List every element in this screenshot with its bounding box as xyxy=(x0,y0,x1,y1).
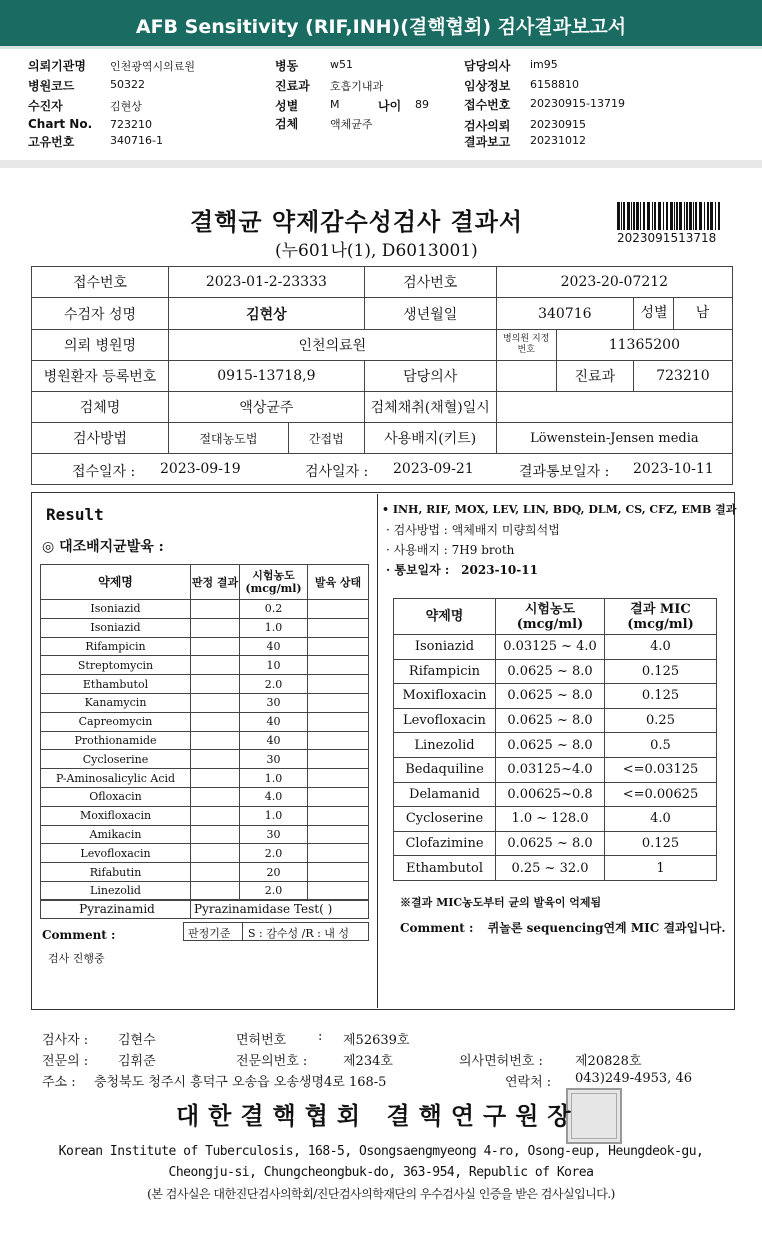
mic-comment-label: Comment : xyxy=(400,921,474,935)
table-row xyxy=(41,825,369,844)
table-row xyxy=(41,637,369,656)
mic-comment xyxy=(400,919,726,936)
drug-name: Isoniazid xyxy=(394,635,496,660)
mic-info xyxy=(382,500,736,580)
english-address-line1: Korean Institute of Tuberculosis, 168-5, Osongsaengmyeong 4-ro, Osong-eup, Heungdeok-gu, xyxy=(58,1144,704,1159)
drug-name: Cycloserine xyxy=(394,807,496,832)
info-value: 액체균주 xyxy=(330,118,373,131)
report-date: 2023-10-11 xyxy=(633,461,714,477)
drug-name: Moxifloxacin xyxy=(41,806,191,825)
drug-name: Delamanid xyxy=(394,782,496,807)
tester-label: 검사자 : xyxy=(42,1033,89,1048)
info-label: 의뢰기관명 xyxy=(28,59,86,73)
info-value: 50322 xyxy=(110,78,145,91)
patient-table xyxy=(31,266,733,485)
test-concentration: 1.0 xyxy=(240,806,308,825)
drug-name: Linezolid xyxy=(41,881,191,900)
cell-label: 검체명 xyxy=(32,392,169,423)
age-value: 89 xyxy=(415,98,429,111)
mic-media-line: · 사용배지 : 7H9 broth xyxy=(386,543,515,557)
organization-name: 대한결핵협회 결핵연구원장 xyxy=(176,1101,580,1130)
cell-label: 의뢰 병원명 xyxy=(32,330,169,361)
test-range: 0.0625 ~ 8.0 xyxy=(496,708,605,733)
col-header: 판정 결과 xyxy=(191,565,240,600)
cell-label: 사용배지(키트) xyxy=(364,423,496,454)
table-row xyxy=(41,675,369,694)
col-header: 시험농도 (mcg/ml) xyxy=(240,565,308,600)
mic-table xyxy=(393,598,717,881)
sex-cell xyxy=(633,298,732,330)
method-value: 절대농도법 xyxy=(169,423,289,454)
cell-label: 생년월일 xyxy=(364,298,496,330)
mic-result: 0.125 xyxy=(605,831,717,856)
separator xyxy=(0,160,762,168)
test-range: 0.03125 ~ 4.0 xyxy=(496,635,605,660)
growth-status xyxy=(308,769,369,788)
table-row xyxy=(41,656,369,675)
info-label: 고유번호 xyxy=(28,135,75,149)
pyrazinamid-label: Pyrazinamid xyxy=(41,900,191,919)
judgment xyxy=(191,806,240,825)
growth-status xyxy=(308,787,369,806)
judgment xyxy=(191,844,240,863)
mic-result: 0.25 xyxy=(605,708,717,733)
test-range: 0.00625~0.8 xyxy=(496,782,605,807)
mic-drugs-line: • INH, RIF, MOX, LEV, LIN, BDQ, DLM, CS, CFZ, EMB 결과 xyxy=(382,503,737,516)
document-title: 결핵균 약제감수성검사 결과서 xyxy=(190,207,524,236)
judgment xyxy=(191,618,240,637)
receive-date: 2023-09-19 xyxy=(160,461,241,477)
dates-row xyxy=(32,454,733,485)
method-value: 간접법 xyxy=(288,423,364,454)
info-value: 340716-1 xyxy=(110,134,163,147)
table-row xyxy=(41,750,369,769)
test-range: 0.0625 ~ 8.0 xyxy=(496,659,605,684)
test-concentration: 2.0 xyxy=(240,881,308,900)
doctor-license: 제20828호 xyxy=(575,1054,642,1069)
media-value: Löwenstein-Jensen media xyxy=(496,423,732,454)
growth-status xyxy=(308,731,369,750)
doctor-value xyxy=(496,361,556,392)
table-row xyxy=(41,844,369,863)
judgment xyxy=(191,675,240,694)
hospital-name: 인천의료원 xyxy=(169,330,497,361)
info-value: im95 xyxy=(530,58,558,71)
test-range: 0.0625 ~ 8.0 xyxy=(496,733,605,758)
notify-date-label: · 통보일자 : xyxy=(386,563,450,577)
result-heading: Result xyxy=(46,505,104,524)
cell-label: 수검자 성명 xyxy=(32,298,169,330)
table-row xyxy=(41,712,369,731)
table-row xyxy=(394,708,717,733)
table-row xyxy=(394,757,717,782)
mic-method-line: · 검사방법 : 액체배지 미량희석법 xyxy=(386,523,560,537)
test-range: 0.0625 ~ 8.0 xyxy=(496,831,605,856)
barcode-number: 2023091513718 xyxy=(617,231,717,245)
test-concentration: 30 xyxy=(240,825,308,844)
test-date-label: 검사일자 : xyxy=(305,464,369,480)
info-label: 성별 xyxy=(275,99,299,113)
cell-label: 진료과 xyxy=(556,361,633,392)
cell-label: 병원환자 등록번호 xyxy=(32,361,169,392)
specialist-name: 김휘준 xyxy=(118,1054,156,1069)
table-row xyxy=(41,863,369,882)
info-value: 호흡기내과 xyxy=(330,80,384,93)
test-concentration: 40 xyxy=(240,731,308,750)
cell-label: 검체채취(채혈)일시 xyxy=(364,392,496,423)
mic-comment-text: 퀴놀론 sequencing연계 MIC 결과입니다. xyxy=(487,921,726,935)
certification-note: (본 검사실은 대한진단검사의학회/진단검사의학재단의 우수검사실 인증을 받은 검사실입니다.) xyxy=(147,1187,615,1201)
hospital-code: 11365200 xyxy=(556,330,732,361)
judgment xyxy=(191,656,240,675)
drug-name: Streptomycin xyxy=(41,656,191,675)
info-label: 검체 xyxy=(275,117,299,131)
drug-name: Ofloxacin xyxy=(41,787,191,806)
col-header: 결과 MIC (mcg/ml) xyxy=(605,599,717,635)
col-header: 시험농도 (mcg/ml) xyxy=(496,599,605,635)
growth-status xyxy=(308,675,369,694)
drug-name: Kanamycin xyxy=(41,693,191,712)
table-row xyxy=(41,769,369,788)
info-label: 결과보고 xyxy=(464,135,511,149)
drug-name: Levofloxacin xyxy=(41,844,191,863)
info-value: M xyxy=(330,98,340,111)
judgment xyxy=(191,693,240,712)
specimen-name: 액상균주 xyxy=(169,392,365,423)
mic-result: <=0.00625 xyxy=(605,782,717,807)
comment-text: 검사 진행중 xyxy=(48,952,105,965)
growth-status xyxy=(308,825,369,844)
test-number: 2023-20-07212 xyxy=(496,267,732,298)
table-row xyxy=(394,733,717,758)
info-label: 검사의뢰 xyxy=(464,119,511,133)
mic-note: ※결과 MIC농도부터 균의 발육이 억제됨 xyxy=(400,896,602,909)
mic-result: 4.0 xyxy=(605,807,717,832)
test-range: 0.0625 ~ 8.0 xyxy=(496,684,605,709)
english-address-line2: Cheongju-si, Chungcheongbuk-do, 363-954, Republic of Korea xyxy=(168,1165,594,1180)
mic-result: 0.125 xyxy=(605,659,717,684)
info-label: 담당의사 xyxy=(464,59,511,73)
table-row xyxy=(41,693,369,712)
growth-status xyxy=(308,600,369,619)
col-header: 약제명 xyxy=(394,599,496,635)
test-concentration: 30 xyxy=(240,693,308,712)
drug-name: Linezolid xyxy=(394,733,496,758)
cell-label: 담당의사 xyxy=(364,361,496,392)
table-row xyxy=(394,782,717,807)
info-label: 접수번호 xyxy=(464,98,511,112)
test-concentration: 2.0 xyxy=(240,675,308,694)
growth-status xyxy=(308,637,369,656)
table-row xyxy=(394,635,717,660)
growth-status xyxy=(308,844,369,863)
contact-label: 연락처 : xyxy=(505,1075,552,1090)
info-value: 김현상 xyxy=(110,100,142,113)
pyrazinamidase-test: Pyrazinamidase Test( ) xyxy=(191,900,369,919)
test-concentration: 40 xyxy=(240,637,308,656)
mic-result: <=0.03125 xyxy=(605,757,717,782)
growth-status xyxy=(308,881,369,900)
table-row xyxy=(41,787,369,806)
drug-name: Levofloxacin xyxy=(394,708,496,733)
doctor-license-label: 의사면허번호 : xyxy=(459,1054,543,1069)
growth-status xyxy=(308,863,369,882)
patient-name: 김현상 xyxy=(169,298,365,330)
judgment xyxy=(191,712,240,731)
growth-status xyxy=(308,693,369,712)
cell-label: 병의원 지정번호 xyxy=(496,330,556,361)
info-value: 20231012 xyxy=(530,134,586,147)
tester-name: 김현수 xyxy=(118,1033,156,1048)
drug-name: Cycloserine xyxy=(41,750,191,769)
test-range: 0.03125~4.0 xyxy=(496,757,605,782)
criteria-box xyxy=(183,922,369,941)
growth-status xyxy=(308,712,369,731)
drug-name: Rifampicin xyxy=(394,659,496,684)
contact: 043)249-4953, 46 xyxy=(575,1071,692,1086)
table-row xyxy=(394,856,717,881)
test-concentration: 0.2 xyxy=(240,600,308,619)
mic-result: 1 xyxy=(605,856,717,881)
col-header: 발육 상태 xyxy=(308,565,369,600)
cell-label: 검사방법 xyxy=(32,423,169,454)
scanned-report: 결핵균 약제감수성검사 결과서 (누601나(1), D6013001) 2023091513718 접수번호 2023-01-2-23333 검사번호 2023-20-07212 수검자 성명 김현상 생년월일 340716 성별 남 의뢰 병원명 인천의료원 병의원 지정번호 11365200 병원환자 등록번호 0915-13718,9 담당의사 진료과 723210 검체명 액상균주 검체채취(채혈)일시 검사방법 절대농도법 간접법 사용배지(키트) Löwenstein-Jensen media 접수일자 : 2023-09-19 검사일자 : 2023-09-21 결과통보일자 : 2023-10-11 Result ◎ 대조배지균발육 : 약제명 판정 결과 시험농도 (mcg/ml) 발육 상태 Isoniazid 0.2 Isoniazid 1.0 Rifampicin 40 Streptomycin 10 Ethambutol 2.0 Kanamycin 30 Capreomycin 40 Prothionamide 40 Cycloserine 30 P-Aminosalicylic Acid 1.0 Ofloxacin 4.0 Moxifloxacin 1.0 Amikacin 30 Levofloxacin 2.0 Rifabutin 20 Linezolid 2.0 Pyrazinamid Pyrazinamidase Test( ) 판정기준 S : 감수성 /R : 내 성 Comment : 검사 진행중 • INH, RIF, MOX, LEV, LIN, BDQ, DLM, CS, CFZ, EMB 결과 · 검사방법 : 액체배지 미량희석법 · 사용배지 : 7H9 broth · 통보일자 : 2023-10-11 약제명 시험농도 (mcg/ml) 결과 MIC (mcg/ml) Isoniazid 0.03125 ~ 4.0 4.0 Rifampicin 0.0625 ~ 8.0 0.125 Moxifloxacin 0.0625 ~ 8.0 0.125 Levofloxacin 0.0625 ~ 8.0 0.25 Linezolid 0.0625 ~ 8.0 0.5 Bedaquiline 0.03125~4.0 <=0.03125 Delamanid 0.00625~0.8 <=0.00625 Cycloserine 1.0 ~ 128.0 4.0 Clofazimine 0.0625 ~ 8.0 0.125 Ethambutol 0.25 ~ 32.0 1 ※결과 MIC농도부터 균의 발육이 억제됨 Comment : 퀴놀론 sequencing연계 MIC 결과입니다. 검사자 : 김현수 면허번호 : 제52639호 전문의 : 김휘준 전문의번호 : 제234호 의사면허번호 : 제20828호 주소 : 충청북도 청주시 흥덕구 오송읍 오송생명4로 168-5 연락처 : 043)249-4953, 46 대한결핵협회 결핵연구원장 Korean Institute of Tuberculosis, 168-5, Osongsaengmyeong 4-ro, Osong-eup, Heungdeok-gu, Cheongju-si, Chungcheongbuk-do, 363-954, Republic of Korea (본 검사실은 대한진단검사의학회/진단검사의학재단의 우수검사실 인증을 받은 검사실입니다.) xyxy=(0,168,762,1225)
info-label: 병동 xyxy=(275,59,299,73)
info-value: w51 xyxy=(330,58,353,71)
info-value: 20230915-13719 xyxy=(530,97,625,110)
drug-name: Rifabutin xyxy=(41,863,191,882)
receive-date-label: 접수일자 : xyxy=(72,464,136,480)
growth-status xyxy=(308,806,369,825)
specialist-number: 제234호 xyxy=(343,1054,393,1069)
info-label: 병원코드 xyxy=(28,79,75,93)
cell-label: 검사번호 xyxy=(364,267,496,298)
test-concentration: 10 xyxy=(240,656,308,675)
solid-media-table xyxy=(40,564,369,901)
table-row xyxy=(394,831,717,856)
receipt-number: 2023-01-2-23333 xyxy=(169,267,365,298)
test-concentration: 2.0 xyxy=(240,844,308,863)
drug-name: Ethambutol xyxy=(41,675,191,694)
growth-status xyxy=(308,618,369,637)
growth-status xyxy=(308,656,369,675)
report-date-label: 결과통보일자 : xyxy=(519,464,610,480)
drug-name: Rifampicin xyxy=(41,637,191,656)
registration-number: 0915-13718,9 xyxy=(169,361,365,392)
document-subtitle: (누601나(1), D6013001) xyxy=(275,241,478,261)
judgment xyxy=(191,881,240,900)
table-row xyxy=(394,807,717,832)
license-label: 면허번호 xyxy=(236,1033,287,1048)
drug-name: Moxifloxacin xyxy=(394,684,496,709)
mic-result: 0.125 xyxy=(605,684,717,709)
mic-result: 0.5 xyxy=(605,733,717,758)
drug-name: Prothionamide xyxy=(41,731,191,750)
test-date: 2023-09-21 xyxy=(393,461,474,477)
address-label: 주소 : xyxy=(42,1075,76,1090)
collection-datetime xyxy=(496,392,732,423)
drug-name: Bedaquiline xyxy=(394,757,496,782)
table-row xyxy=(41,806,369,825)
info-label: 진료과 xyxy=(275,79,310,93)
culture-heading: ◎ 대조배지균발육 : xyxy=(42,539,164,555)
test-concentration: 40 xyxy=(240,712,308,731)
criteria-value: S : 감수성 /R : 내 성 xyxy=(248,927,350,940)
cell-label: 접수번호 xyxy=(32,267,169,298)
info-value: 723210 xyxy=(110,118,152,131)
test-concentration: 1.0 xyxy=(240,769,308,788)
birth-date: 340716 xyxy=(496,298,633,330)
table-row xyxy=(41,881,369,900)
judgment xyxy=(191,600,240,619)
col-header: 약제명 xyxy=(41,565,191,600)
judgment xyxy=(191,637,240,656)
report-title-bar xyxy=(0,0,762,49)
address: 충청북도 청주시 흥덕구 오송읍 오송생명4로 168-5 xyxy=(94,1075,387,1090)
test-concentration: 4.0 xyxy=(240,787,308,806)
drug-name: Capreomycin xyxy=(41,712,191,731)
table-row xyxy=(41,600,369,619)
info-value: 인천광역시의료원 xyxy=(110,60,196,73)
mic-result: 4.0 xyxy=(605,635,717,660)
info-value: 20230915 xyxy=(530,118,586,131)
dept-value: 723210 xyxy=(633,361,732,392)
test-range: 1.0 ~ 128.0 xyxy=(496,807,605,832)
judgment xyxy=(191,731,240,750)
cell-label: 성별 xyxy=(635,298,674,329)
license-number: 제52639호 xyxy=(343,1033,410,1048)
specialist-no-label: 전문의번호 : xyxy=(236,1054,308,1069)
table-row xyxy=(394,659,717,684)
results-divider xyxy=(377,494,378,1008)
patient-info-header xyxy=(0,55,762,155)
judgment xyxy=(191,863,240,882)
table-row xyxy=(394,684,717,709)
judgment xyxy=(191,787,240,806)
test-concentration: 30 xyxy=(240,750,308,769)
test-range: 0.25 ~ 32.0 xyxy=(496,856,605,881)
test-concentration: 20 xyxy=(240,863,308,882)
notify-date: 2023-10-11 xyxy=(461,563,538,577)
criteria-label: 판정기준 xyxy=(188,927,231,940)
drug-name: Amikacin xyxy=(41,825,191,844)
report-title: AFB Sensitivity (RIF,INH)(결핵협회) 검사결과보고서 xyxy=(135,16,627,38)
info-label: 임상정보 xyxy=(464,79,511,93)
drug-name: Isoniazid xyxy=(41,600,191,619)
drug-name: Isoniazid xyxy=(41,618,191,637)
table-row xyxy=(41,618,369,637)
judgment xyxy=(191,769,240,788)
judgment xyxy=(191,750,240,769)
pyrazinamid-table xyxy=(40,899,369,919)
specialist-label: 전문의 : xyxy=(42,1054,89,1069)
info-value: 6158810 xyxy=(530,78,579,91)
test-concentration: 1.0 xyxy=(240,618,308,637)
age-label: 나이 xyxy=(378,99,402,113)
drug-name: P-Aminosalicylic Acid xyxy=(41,769,191,788)
info-label: Chart No. xyxy=(28,117,93,131)
drug-name: Ethambutol xyxy=(394,856,496,881)
growth-status xyxy=(308,750,369,769)
comment-label: Comment : xyxy=(42,928,116,942)
table-row xyxy=(41,731,369,750)
sex-value: 남 xyxy=(695,305,710,321)
drug-name: Clofazimine xyxy=(394,831,496,856)
info-label: 수진자 xyxy=(28,99,63,113)
barcode-icon xyxy=(617,202,721,230)
judgment xyxy=(191,825,240,844)
